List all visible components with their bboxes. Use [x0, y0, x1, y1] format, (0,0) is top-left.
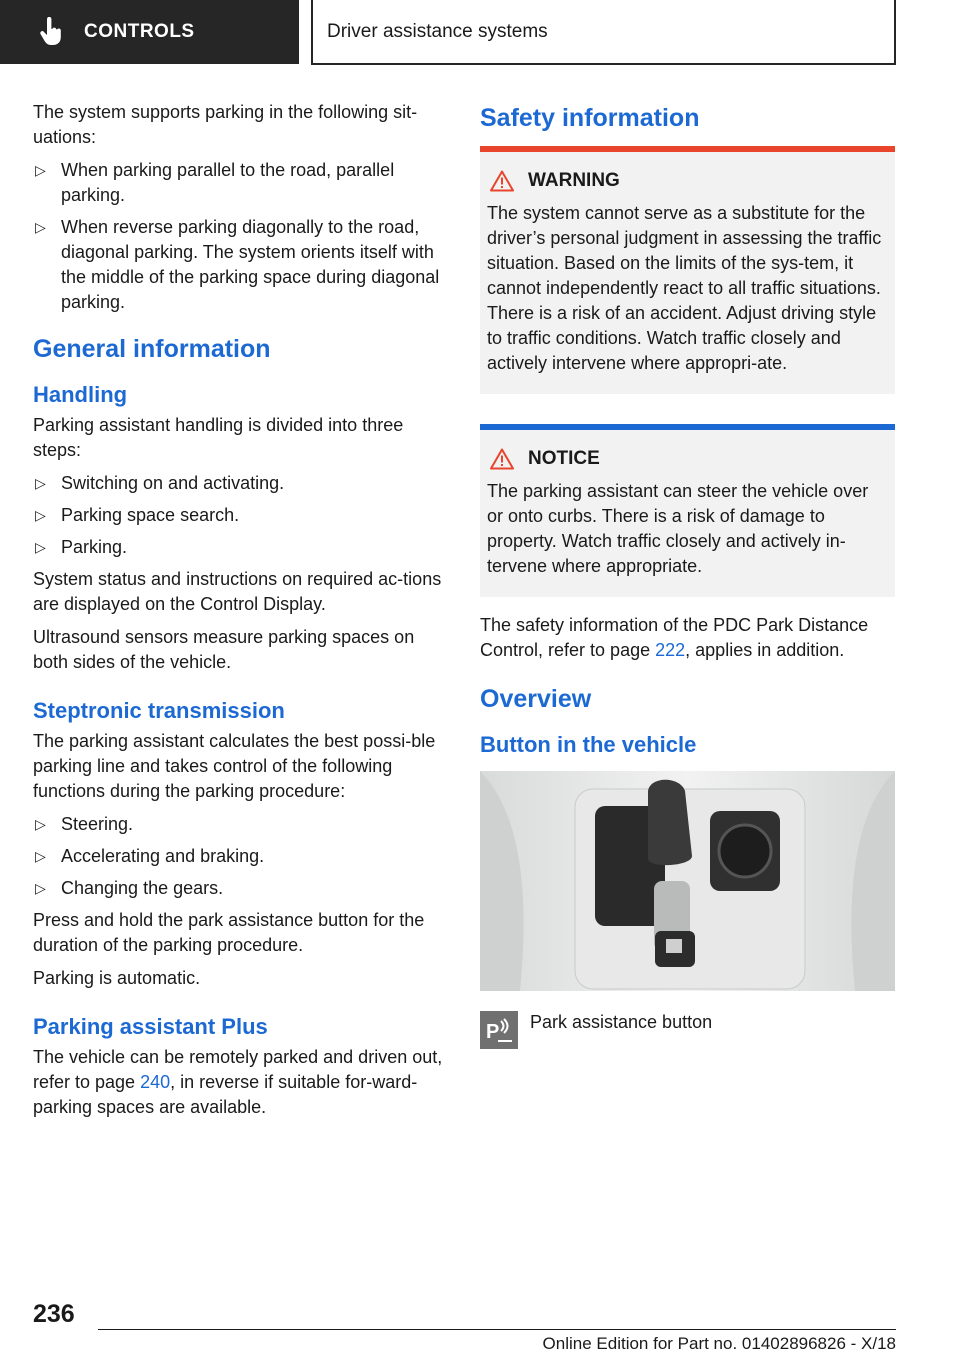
ultrasound-text: Ultrasound sensors measure parking spaces on both sides of the vehicle. [33, 627, 415, 672]
press-text: Press and hold the park assistance button for the duration of the parking procedure. [33, 910, 425, 955]
warning-box [480, 146, 895, 394]
page-link-222[interactable]: 222 [655, 640, 686, 660]
page-link-240[interactable]: 240 [140, 1072, 171, 1092]
list-item: ▷ When reverse parking diagonally to the road, diagonal parking. The system orients itself with the middle of the parking space during diagonal parking. [35, 217, 440, 312]
handling-text: Parking assistant handling is divided into three steps: [33, 415, 404, 460]
triangle-bullet-icon: ▷ [35, 162, 46, 178]
handling-heading: Handling [33, 382, 128, 407]
right-column [480, 100, 895, 1049]
header-section-label: CONTROLS [84, 21, 195, 42]
steptronic-heading: Steptronic transmission [33, 698, 285, 723]
overview-heading: Overview [480, 685, 592, 713]
svg-text:P: P [486, 1021, 500, 1043]
triangle-bullet-icon: ▷ [35, 475, 46, 491]
button-in-vehicle-heading: Button in the vehicle [480, 732, 697, 757]
notice-text: The parking assistant can steer the vehicle over or onto curbs. There is a risk of damage to property. Watch traffic closely and actively in‐tervene where appropriate. [487, 481, 869, 576]
general-information-heading: General information [33, 335, 271, 363]
list-item: ▷ Steering. [33, 812, 448, 837]
caption-text: Park assistance button [530, 1012, 713, 1032]
triangle-bullet-icon: ▷ [35, 816, 46, 832]
intro-text: The system supports parking in the following sit‐uations: [33, 102, 418, 147]
warning-text: The system cannot serve as a substitute for the driver’s personal judgment in assessing the traffic situation. Based on the limits of the sys‐tem, it cannot independently react to all traffic situations. There is a risk of an accident. Adjust driving style to traffic conditions. Watch traffic closely and actively intervene where appropri‐ate. [487, 203, 882, 373]
steptronic-text: The parking assistant calculates the best possi‐ble parking line and takes control of the following functions during the parking procedure: [33, 731, 436, 801]
plus-text: The vehicle can be remotely parked and driven out, refer to page 240, in reverse if suitable for‐ward-parking spaces are available. [33, 1047, 443, 1117]
list-item: ▷ Changing the gears. [33, 876, 448, 901]
header-chapter-label: Driver assistance systems [327, 20, 548, 42]
footer-edition: Online Edition for Part no. 01402896826 - X/18 [542, 1334, 896, 1353]
triangle-bullet-icon: ▷ [35, 880, 46, 896]
triangle-bullet-icon: ▷ [35, 848, 46, 864]
safety-information-heading: Safety information [480, 104, 700, 132]
park-assist-button-icon [480, 1011, 518, 1049]
left-column [33, 100, 448, 1128]
footer-divider [98, 1329, 896, 1330]
warning-triangle-icon [490, 448, 514, 470]
center-console-image [480, 771, 895, 991]
triangle-bullet-icon: ▷ [35, 219, 46, 235]
list-item: ▷ Parking space search. [33, 503, 448, 528]
warning-triangle-icon [490, 170, 514, 192]
status-text: System status and instructions on required ac‐tions are displayed on the Control Display. [33, 569, 442, 614]
pdc-text: The safety information of the PDC Park Distance Control, refer to page 222, applies in addition. [480, 615, 869, 660]
notice-box [480, 424, 895, 597]
list-item: ▷ Switching on and activating. [33, 471, 448, 496]
notice-title: NOTICE [490, 446, 888, 471]
figure-caption [480, 1011, 895, 1049]
functions-list [33, 812, 448, 901]
header-chapter-tab [311, 0, 896, 65]
list-item: ▷ Accelerating and braking. [33, 844, 448, 869]
triangle-bullet-icon: ▷ [35, 539, 46, 555]
parking-assistant-plus-heading: Parking assistant Plus [33, 1014, 268, 1039]
automatic-text: Parking is automatic. [33, 968, 201, 988]
hand-pointer-icon [38, 17, 64, 47]
triangle-bullet-icon: ▷ [35, 507, 46, 523]
warning-title: WARNING [490, 168, 888, 193]
situations-list [33, 158, 448, 315]
list-item: ▷ Parking. [33, 535, 448, 560]
header-section-tab [0, 0, 299, 64]
page-number: 236 [33, 1300, 75, 1328]
steps-list [33, 471, 448, 560]
list-item: ▷ When parking parallel to the road, parallel parking. [35, 160, 395, 205]
